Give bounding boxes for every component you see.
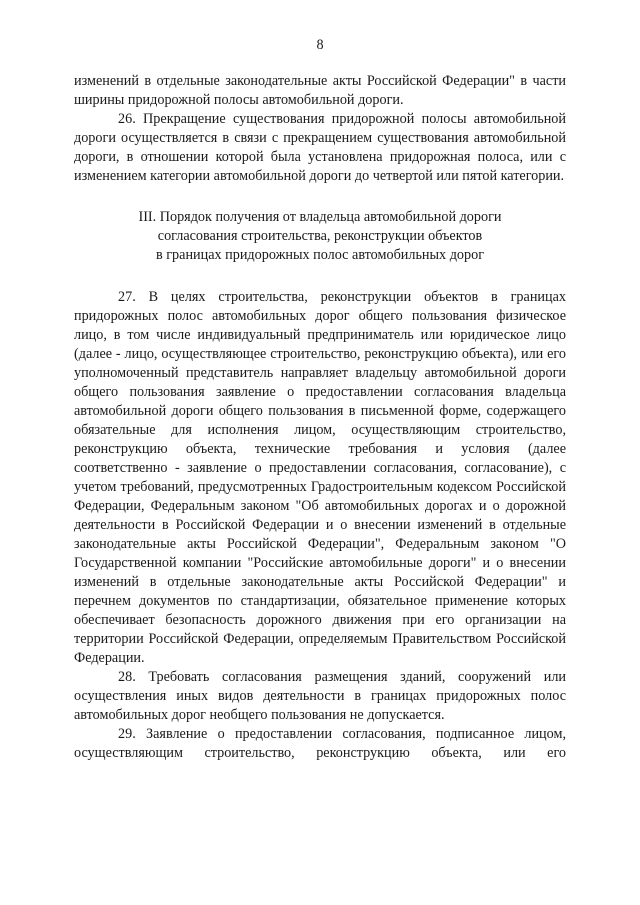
paragraph-continuation: изменений в отдельные законодательные акты Российской Федерации" в части ширины придорожной полосы автомобильной дороги. — [74, 73, 566, 108]
section-heading-line-2: согласования строительства, реконструкции объектов — [157, 228, 483, 244]
page-number: 8 — [316, 37, 324, 53]
paragraph-27: 27. В целях строительства, реконструкции объектов в границах придорожных полос автомобильных дорог общего пользования физическое лицо, в том числе индивидуальный предприниматель или юридическое лицо (далее - лицо, осуществляющее строительство, реконструкцию объекта), или его уполномоченный представитель направляет владельцу автомобильной дороги общего пользования заявление о предоставлении согласования владельца автомобильной дороги общего пользования в письменной форме, содержащего обязательные для исполнения лицом, осуществляющим строительство, реконструкцию объекта, технические требования и условия (далее соответственно - заявление о предоставлении согласования, согласование), с учетом требований, предусмотренных Градостроительным кодексом Российской Федерации, Федеральным законом "Об автомобильных дорогах и о дорожной деятельности в Российской Федерации и о внесении изменений в отдельные законодательные акты Российской Федерации", Федеральным законом "О Государственной компании "Российские автомобильные дороги" и о внесении изменений в отдельные законодательные акты Российской Федерации" и перечнем документов по стандартизации, обязательное применение которых обеспечивает безопасность дорожного движения при его организации на территории Российской Федерации, определяемым Правительством Российской Федерации. — [74, 289, 566, 666]
section-heading — [74, 208, 566, 265]
paragraph-26: 26. Прекращение существования придорожной полосы автомобильной дороги осуществляется в связи с прекращением существования автомобильной дороги, в отношении которой была установлена придорожная полоса, или с изменением категории автомобильной дороги до четвертой или пятой категории. — [74, 111, 566, 184]
section-heading-line-3: в границах придорожных полос автомобильных дорог — [155, 247, 485, 263]
paragraph-28: 28. Требовать согласования размещения зданий, сооружений или осуществления иных видов деятельности в границах придорожных полос автомобильных дорог необщего пользования не допускается. — [74, 669, 566, 723]
section-heading-line-1: III. Порядок получения от владельца автомобильной дороги — [138, 209, 502, 225]
paragraph-29: 29. Заявление о предоставлении согласования, подписанное лицом, осуществляющим строительство, реконструкцию объекта, или его — [74, 726, 566, 761]
